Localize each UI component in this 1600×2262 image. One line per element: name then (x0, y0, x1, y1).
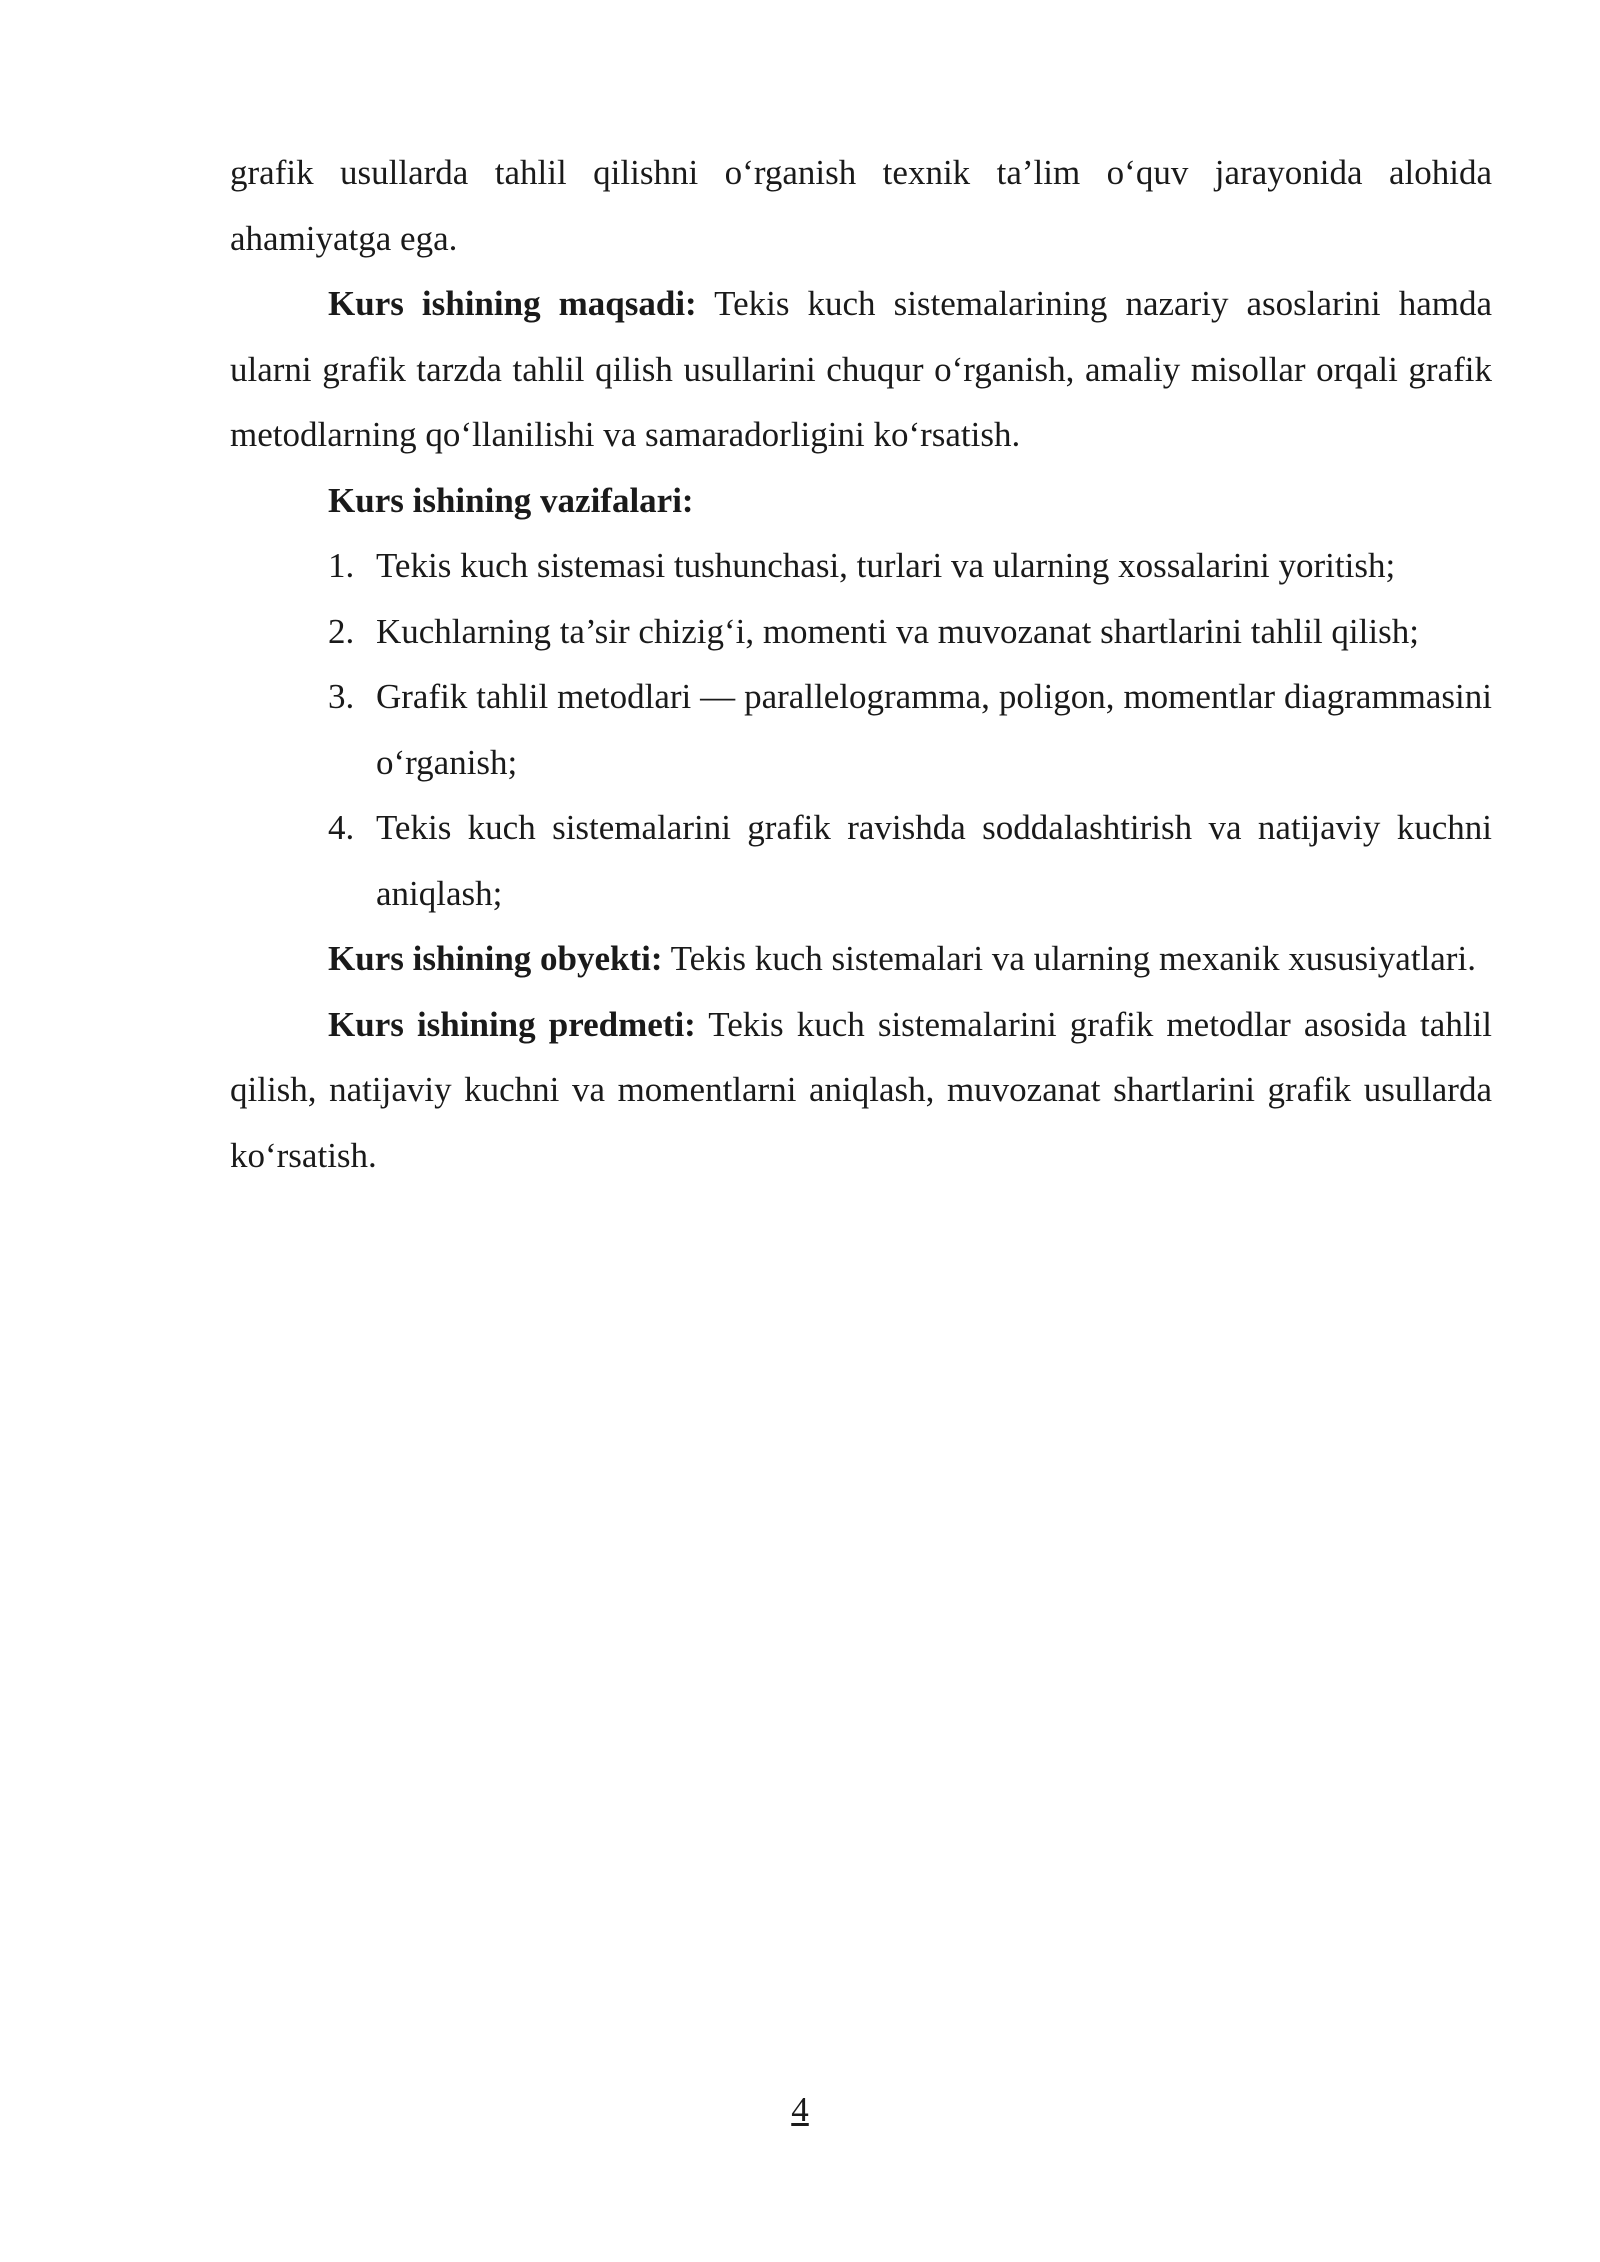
list-item-text: Kuchlarning ta’sir chizig‘i, momenti va muvozanat shartlarini tahlil qilish; (376, 611, 1419, 651)
page-number-text: 4 (791, 2090, 809, 2129)
subject-paragraph (230, 992, 1492, 1189)
subject-text: Tekis kuch sistemalarini grafik metodlar asosida tahlil qilish, natijaviy kuchni va momentlarni aniqlash, muvozanat shartlarini grafik usullarda ko‘rsatish. (230, 1004, 1492, 1175)
list-item-number: 4. (328, 808, 355, 847)
goal-paragraph (230, 271, 1492, 468)
intro-continuation-paragraph: grafik usullarda tahlil qilishni o‘rganish texnik ta’lim o‘quv jarayonida alohida ahamiyatga ega. (230, 153, 1492, 258)
object-text: Tekis kuch sistemalari va ularning mexanik xususiyatlari. (662, 939, 1476, 978)
list-item-number: 3. (328, 677, 355, 716)
tasks-list (230, 533, 1492, 926)
list-item-text: Tekis kuch sistemalarini grafik ravishda soddalashtirish va natijaviy kuchni aniqlash; (376, 808, 1492, 913)
object-label: Kurs ishining obyekti: (328, 939, 663, 978)
subject-label: Kurs ishining predmeti: (328, 1004, 696, 1044)
list-item (230, 664, 1492, 795)
list-item-text: Tekis kuch sistemasi tushunchasi, turlari va ularning xossalarini yoritish; (376, 546, 1396, 585)
list-item-number: 1. (328, 546, 355, 585)
list-item (230, 533, 1492, 599)
page-number (0, 2088, 1600, 2132)
goal-text: Tekis kuch sistemalarining nazariy asoslarini hamda ularni grafik tarzda tahlil qilish usullarini chuqur o‘rganish, amaliy misollar orqali grafik metodlarning qo‘llanilishi va samaradorligini ko‘rsatish. (230, 284, 1492, 454)
object-paragraph (230, 926, 1492, 992)
tasks-heading: Kurs ishining vazifalari: (328, 480, 694, 520)
goal-label: Kurs ishining maqsadi: (328, 284, 697, 323)
page-content (230, 140, 1492, 1188)
list-item-text: Grafik tahlil metodlari — parallelogramma, poligon, momentlar diagrammasini o‘rganish; (376, 677, 1492, 782)
list-item (230, 599, 1492, 665)
list-item-number: 2. (328, 611, 355, 651)
list-item (230, 795, 1492, 926)
